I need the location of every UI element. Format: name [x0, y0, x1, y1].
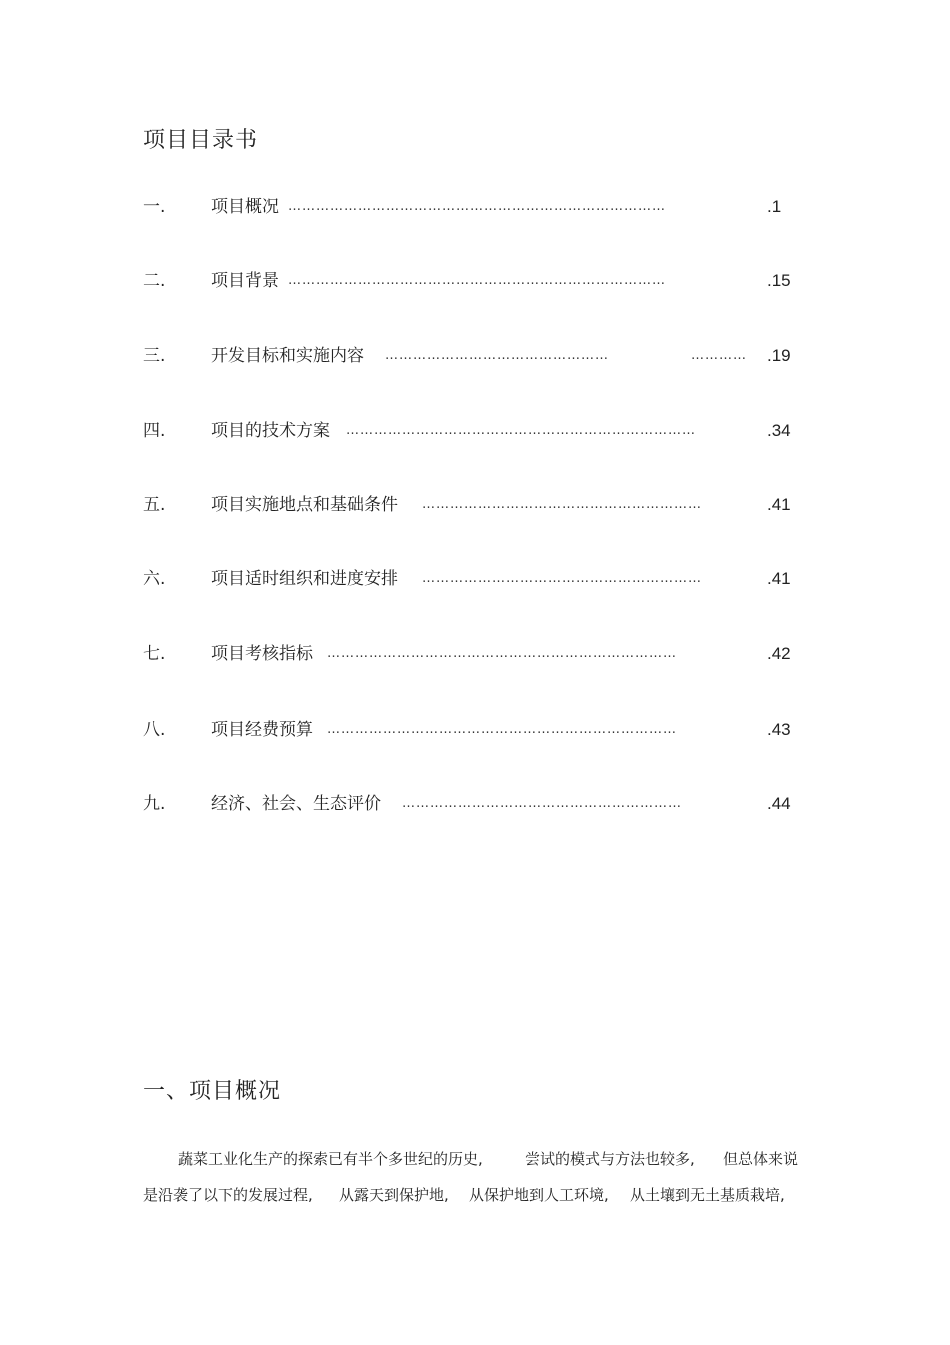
- toc-entry-page: .41: [767, 569, 791, 588]
- section-heading: 一、项目概况: [143, 1079, 282, 1104]
- toc-title: 项目目录书: [143, 128, 259, 153]
- text-segment: 尝试的模式与方法也较多,: [525, 1150, 695, 1168]
- toc-entry[interactable]: [143, 567, 803, 591]
- toc-entry-label: 项目适时组织和进度安排: [211, 569, 398, 589]
- toc-entry-number: 九.: [143, 794, 166, 814]
- toc-entry-number: 八.: [143, 720, 166, 740]
- toc-entry-leader: …………………………………………: [385, 348, 609, 363]
- toc-entry[interactable]: [143, 642, 803, 666]
- toc-entry-number: 一.: [143, 197, 166, 217]
- paragraph-line: [143, 1148, 803, 1170]
- toc-entry-label: 项目实施地点和基础条件: [211, 495, 398, 515]
- toc-entry-leader: ………………………………………………………………………: [288, 273, 666, 288]
- toc-entry-number: 三.: [143, 346, 166, 366]
- toc-entry-number: 七.: [143, 644, 166, 664]
- toc-entry-label: 项目概况: [211, 197, 279, 217]
- toc-entry-page: .42: [767, 644, 791, 663]
- toc-entry-page: .41: [767, 495, 791, 514]
- toc-entry-leader: …………………………………………………………………: [346, 423, 696, 438]
- toc-entry[interactable]: [143, 419, 803, 443]
- text-segment: 从土壤到无土基质栽培,: [630, 1186, 785, 1204]
- toc-entry-number: 五.: [143, 495, 166, 515]
- toc-entry[interactable]: [143, 344, 803, 368]
- toc-entry[interactable]: [143, 195, 803, 219]
- toc-entry-leader: ……………………………………………………: [402, 796, 682, 811]
- toc-entry-number: 二.: [143, 271, 166, 291]
- toc-entry-label: 项目的技术方案: [211, 421, 330, 441]
- toc-entry-page: .1: [767, 197, 782, 216]
- toc-entry-page: .34: [767, 421, 791, 440]
- toc-entry-label: 项目考核指标: [211, 644, 313, 664]
- toc-entry-page: .19: [767, 346, 791, 365]
- paragraph-line: [143, 1184, 803, 1206]
- text-segment: 但总体来说: [723, 1150, 799, 1168]
- toc-entry[interactable]: [143, 792, 803, 816]
- toc-entry-label: 经济、社会、生态评价: [211, 794, 381, 814]
- text-segment: 从保护地到人工环境,: [469, 1186, 609, 1204]
- text-segment: 从露天到保护地,: [339, 1186, 449, 1204]
- toc-entry-label: 项目背景: [211, 271, 279, 291]
- text-segment: 蔬菜工业化生产的探索已有半个多世纪的历史,: [178, 1150, 483, 1168]
- toc-entry-leader-tail: …………: [691, 348, 747, 363]
- toc-entry[interactable]: [143, 718, 803, 742]
- toc-entry-leader: …………………………………………………………………: [327, 646, 677, 661]
- toc-entry-page: .15: [767, 271, 791, 290]
- toc-entry-number: 四.: [143, 421, 166, 441]
- toc-entry-leader: ………………………………………………………………………: [288, 199, 666, 214]
- text-segment: 是沿袭了以下的发展过程,: [143, 1186, 313, 1204]
- toc-entry-page: .44: [767, 794, 791, 813]
- toc-entry-label: 开发目标和实施内容: [211, 346, 364, 366]
- toc-entry-number: 六.: [143, 569, 166, 589]
- toc-entry[interactable]: [143, 493, 803, 517]
- toc-entry-leader: ……………………………………………………: [422, 497, 702, 512]
- toc-entry[interactable]: [143, 269, 803, 293]
- toc-entry-label: 项目经费预算: [211, 720, 313, 740]
- toc-entry-leader: ……………………………………………………: [422, 571, 702, 586]
- toc-entry-page: .43: [767, 720, 791, 739]
- toc-entry-leader: …………………………………………………………………: [327, 722, 677, 737]
